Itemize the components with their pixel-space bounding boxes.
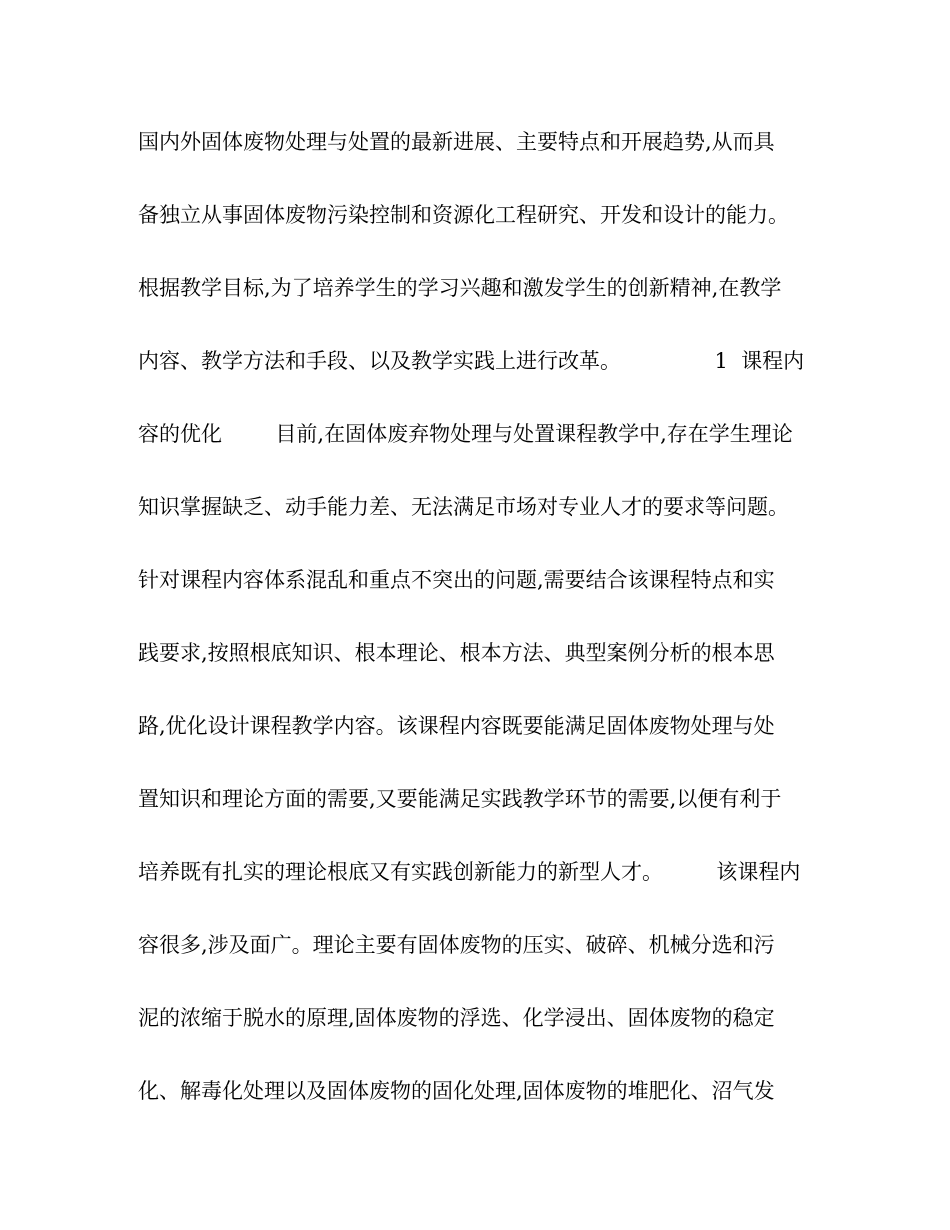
text-line: 化、解毒化处理以及固体废物的固化处理,固体废物的堆肥化、沼气发: [138, 1079, 775, 1103]
text-line: 容的优化 目前,在固体废弃物处理与处置课程教学中,存在学生理论: [138, 422, 793, 446]
text-line: 根据教学目标,为了培养学生的学习兴趣和激发学生的创新精神,在教学: [138, 276, 782, 300]
text-line: 泥的浓缩于脱水的原理,固体废物的浮选、化学浸出、固体废物的稳定: [138, 1006, 775, 1030]
text-line: 国内外固体废物处理与处置的最新进展、主要特点和开展趋势,从而具: [138, 130, 775, 154]
text-line: 置知识和理论方面的需要,又要能满足实践教学环节的需要,以便有利于: [138, 787, 782, 811]
text-line: 培养既有扎实的理论根底又有实践创新能力的新型人才。 该课程内: [138, 860, 801, 884]
text-line: 知识掌握缺乏、动手能力差、无法满足市场对专业人才的要求等问题。: [138, 495, 789, 519]
text-line: 路,优化设计课程教学内容。该课程内容既要能满足固体废物处理与处: [138, 714, 775, 738]
text-line: 容很多,涉及面广。理论主要有固体废物的压实、破碎、机械分选和污: [138, 933, 775, 957]
text-line: 备独立从事固体废物污染控制和资源化工程研究、开发和设计的能力。: [138, 203, 789, 227]
text-line: 践要求,按照根底知识、根本理论、根本方法、典型案例分析的根本思: [138, 641, 775, 665]
text-line: 内容、教学方法和手段、以及教学实践上进行改革。 1 课程内: [138, 349, 805, 373]
text-line: 针对课程内容体系混乱和重点不突出的问题,需要结合该课程特点和实: [138, 568, 775, 592]
